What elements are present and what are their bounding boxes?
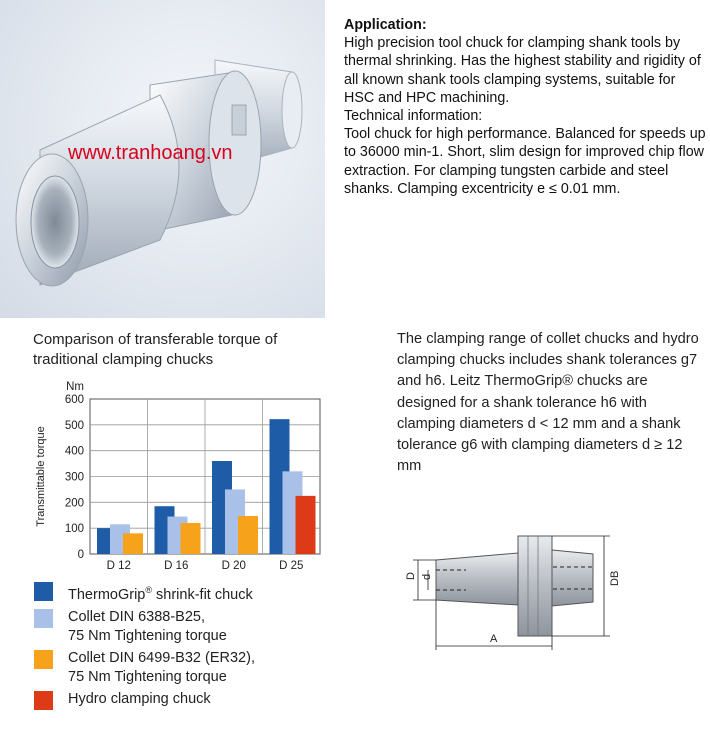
application-text: [344, 16, 706, 198]
technical-heading: Technical information:: [344, 108, 483, 125]
y-axis-label: Transmittable torque: [35, 426, 47, 527]
y-tick-label: 0: [77, 549, 84, 561]
legend-item: [34, 608, 255, 645]
x-tick-label: D 25: [279, 560, 304, 572]
y-tick-label: 300: [64, 471, 84, 484]
dimension-DB-label: DB: [609, 570, 621, 586]
y-tick-label: 100: [64, 523, 84, 536]
y-tick-label: 400: [64, 445, 84, 458]
legend-swatch: [34, 582, 53, 601]
watermark-text: www.tranhoang.vn: [68, 142, 233, 164]
bar: [296, 496, 316, 554]
chart-legend: [34, 581, 255, 713]
y-tick-label: 600: [64, 394, 84, 406]
legend-label: Collet DIN 6499-B32 (ER32),: [68, 650, 255, 667]
legend-swatch: [34, 650, 53, 669]
torque-bar-chart: [30, 368, 350, 578]
dimension-d-label: d: [421, 573, 433, 580]
legend-item: [34, 581, 255, 604]
x-tick-label: D 20: [221, 560, 246, 572]
legend-label-suffix: shrink-fit chuck: [152, 586, 253, 603]
x-tick-label: D 16: [164, 560, 189, 572]
chuck-dimension-drawing: [388, 520, 628, 660]
chart-title: Comparison of transferable torque of traditional clamping chucks: [33, 331, 278, 368]
legend-label: ThermoGrip: [68, 586, 146, 603]
bar: [123, 533, 143, 554]
legend-swatch: [34, 609, 53, 628]
clamping-description: [397, 329, 707, 477]
dimension-D-label: D: [405, 572, 417, 580]
clamping-description-text: The clamping range of collet chucks and hydro clamping chucks includes shank tolerances g7 and h6. Leitz ThermoGrip® chucks are designed for a shank tolerance h6 with clamping diameters d < 12 mm and a shank tolerance g6 with clamping diameters d ≥ 12 mm: [397, 331, 699, 475]
legend-label-line2: 75 Nm Tightening torque: [68, 627, 227, 644]
legend-item: [34, 649, 255, 686]
x-tick-label: D 12: [106, 560, 131, 572]
bar: [238, 516, 258, 554]
y-tick-label: 200: [64, 497, 84, 510]
application-heading: Application:: [344, 17, 427, 33]
legend-item: [34, 690, 255, 709]
legend-label-line2: 75 Nm Tightening torque: [68, 668, 227, 685]
y-unit-label: Nm: [66, 381, 84, 393]
application-body: High precision tool chuck for clamping shank tools by thermal shrinking. Has the highest stability and rigidity of all known shank tools clamping systems, suitable for HSC and HPC machining.: [344, 35, 701, 106]
legend-label: Hydro clamping chuck: [68, 691, 211, 708]
y-tick-label: 500: [64, 419, 84, 432]
legend-label: Collet DIN 6388-B25,: [68, 609, 206, 626]
technical-body: Tool chuck for high performance. Balanced for speeds up to 36000 min-1. Short, slim design for improved chip flow extraction. For clamping tungsten carbide and steel shanks. Clamping excentricity e ≤ 0.01 mm.: [344, 126, 706, 197]
bar: [181, 523, 201, 554]
legend-swatch: [34, 691, 53, 710]
dimension-A-label: A: [490, 633, 498, 645]
legend-registered-mark: ®: [145, 585, 152, 595]
